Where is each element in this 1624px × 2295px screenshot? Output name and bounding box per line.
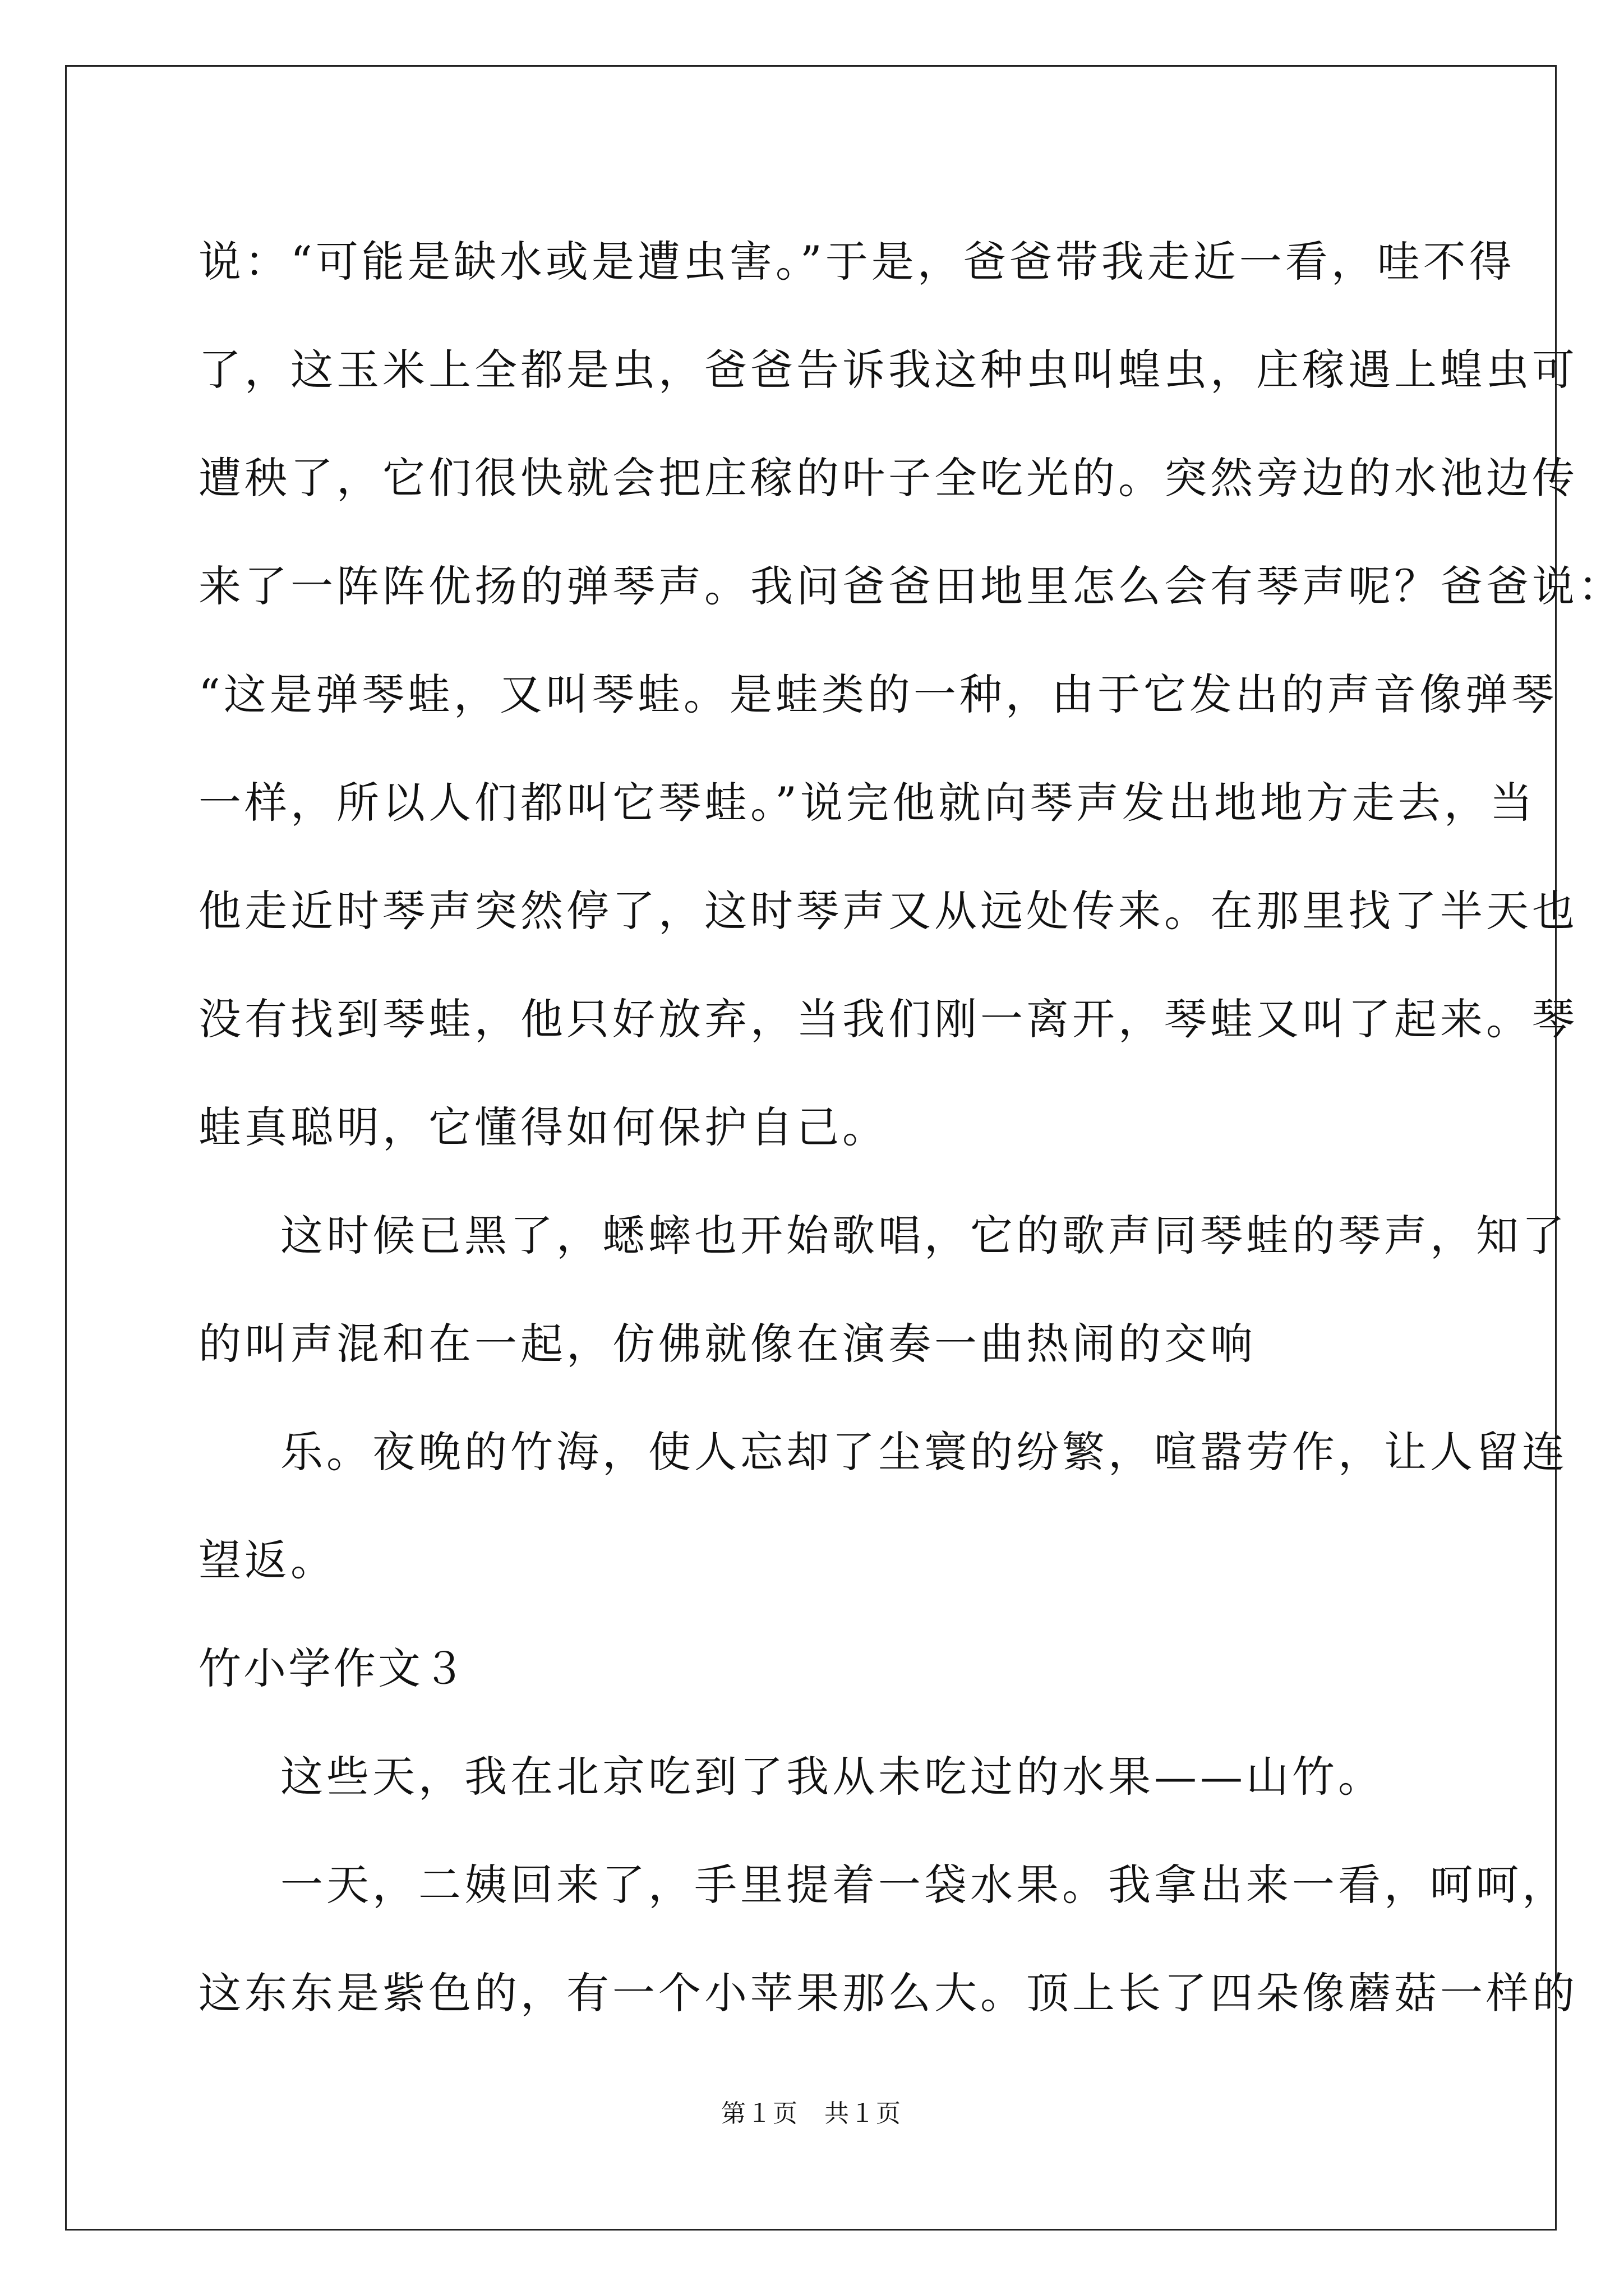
text-line-3: 遭秧了，它们很快就会把庄稼的叶子全吃光的。突然旁边的水池边传 (199, 453, 1578, 503)
text-line-16: 一天，二姨回来了，手里提着一袋水果。我拿出来一看，呵呵， (280, 1860, 1568, 1910)
document-body (199, 207, 1624, 2047)
text-line-12: 乐。夜晚的竹海，使人忘却了尘寰的纷繁，喧嚣劳作，让人留连 (280, 1427, 1568, 1477)
text-line-13: 望返。 (199, 1535, 336, 1585)
text-line-11: 的叫声混和在一起，仿佛就像在演奏一曲热闹的交响 (199, 1319, 1256, 1369)
section-title: 竹小学作文３ (199, 1643, 468, 1693)
text-line-7: 他走近时琴声突然停了，这时琴声又从远处传来。在那里找了半天也 (199, 886, 1578, 936)
text-line-10: 这时候已黑了，蟋蟀也开始歌唱，它的歌声同琴蛙的琴声，知了 (280, 1211, 1568, 1260)
text-line-17: 这东东是紫色的，有一个小苹果那么大。顶上长了四朵像蘑菇一样的 (199, 1968, 1578, 2018)
text-line-2: 了，这玉米上全都是虫，爸爸告诉我这种虫叫蝗虫，庄稼遇上蝗虫可 (199, 345, 1578, 395)
text-line-4: 来了一阵阵优扬的弹琴声。我问爸爸田地里怎么会有琴声呢？爸爸说： (199, 561, 1624, 611)
text-line-5: “这是弹琴蛙，又叫琴蛙。是蛙类的一种，由于它发出的声音像弹琴 (199, 669, 1557, 719)
text-line-6: 一样，所以人们都叫它琴蛙。”说完他就向琴声发出地地方走去，当 (199, 778, 1536, 828)
text-line-8: 没有找到琴蛙，他只好放弃，当我们刚一离开，琴蛙又叫了起来。琴 (199, 994, 1578, 1044)
text-line-1: 说：“可能是缺水或是遭虫害。”于是，爸爸带我走近一看，哇不得 (199, 237, 1515, 287)
text-line-9: 蛙真聪明，它懂得如何保护自己。 (199, 1102, 888, 1152)
text-line-15: 这些天，我在北京吃到了我从未吃过的水果——山竹。 (280, 1752, 1384, 1802)
page-number-footer: 第１页 共１页 (721, 2099, 902, 2128)
